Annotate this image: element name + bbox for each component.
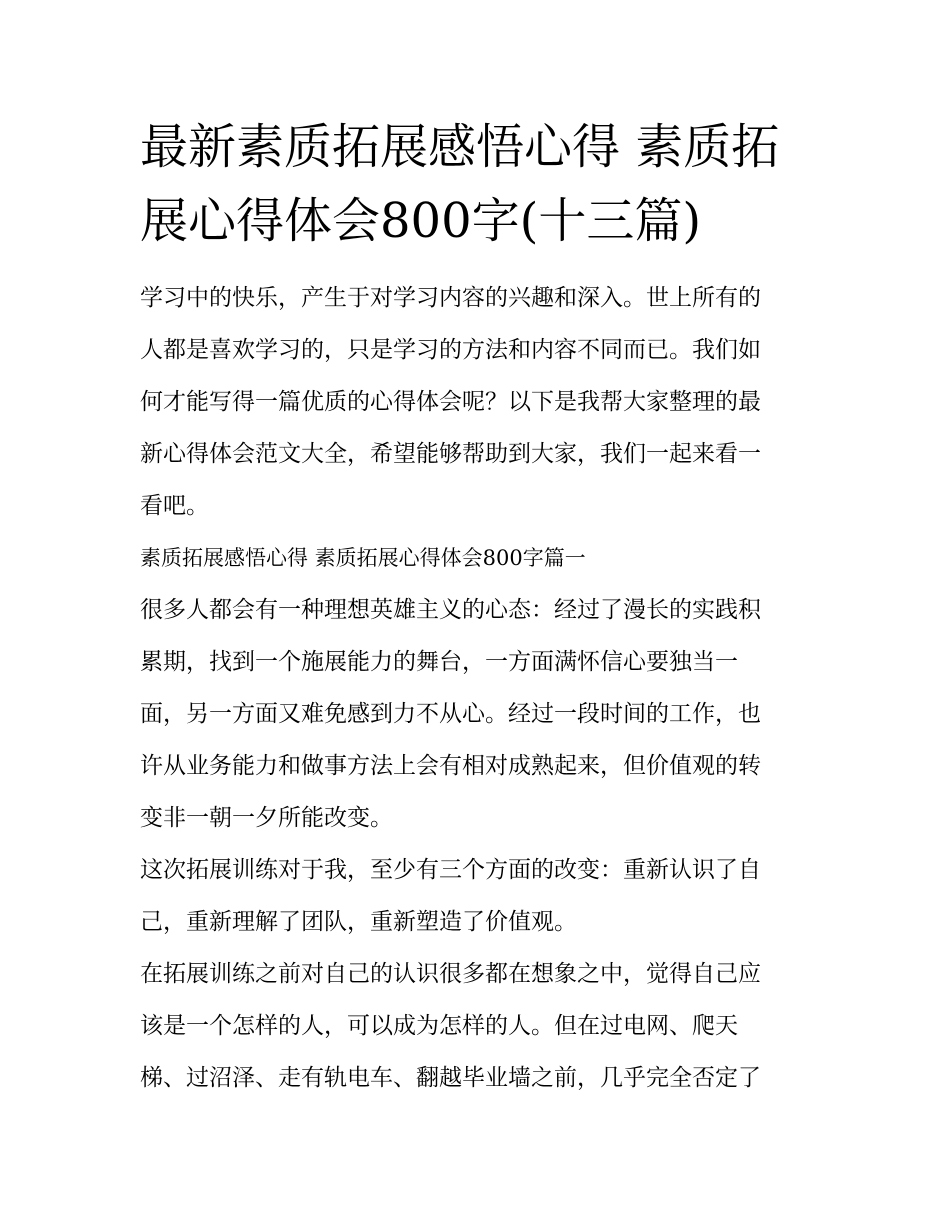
paragraph-2-line-2: 己，重新理解了团队，重新塑造了价值观。 bbox=[140, 909, 577, 935]
paragraph-1-line-5: 变非一朝一夕所能改变。 bbox=[140, 805, 393, 831]
paragraph-3-line-3: 梯、过沼泽、走有轨电车、翻越毕业墙之前，几乎完全否定了 bbox=[140, 1065, 761, 1091]
document-title bbox=[140, 110, 815, 258]
paragraph-3-line-2: 该是一个怎样的人，可以成为怎样的人。但在过电网、爬天 bbox=[140, 1013, 738, 1039]
paragraph-1-line-2: 累期，找到一个施展能力的舞台，一方面满怀信心要独当一 bbox=[140, 649, 738, 675]
title-line-2: 展心得体会800字(十三篇) bbox=[140, 193, 702, 249]
title-line-1: 最新素质拓展感悟心得 素质拓 bbox=[140, 119, 780, 175]
paragraph-1-line-1: 很多人都会有一种理想英雄主义的心态：经过了漫长的实践积 bbox=[140, 597, 761, 623]
intro-line-2: 人都是喜欢学习的，只是学习的方法和内容不同而已。我们如 bbox=[140, 337, 761, 363]
section-heading: 素质拓展感悟心得 素质拓展心得体会800字篇一 bbox=[140, 546, 586, 570]
paragraph-2-line-1: 这次拓展训练对于我，至少有三个方面的改变：重新认识了自 bbox=[140, 857, 761, 883]
paragraph-1-line-4: 许从业务能力和做事方法上会有相对成熟起来，但价值观的转 bbox=[140, 753, 761, 779]
document-body bbox=[140, 272, 815, 1104]
intro-line-4: 新心得体会范文大全，希望能够帮助到大家，我们一起来看一 bbox=[140, 441, 761, 467]
intro-line-5: 看吧。 bbox=[140, 493, 209, 519]
intro-line-3: 何才能写得一篇优质的心得体会呢？以下是我帮大家整理的最 bbox=[140, 389, 761, 415]
document-page bbox=[140, 110, 815, 1104]
paragraph-3-line-1: 在拓展训练之前对自己的认识很多都在想象之中，觉得自己应 bbox=[140, 961, 761, 987]
paragraph-1-line-3: 面，另一方面又难免感到力不从心。经过一段时间的工作，也 bbox=[140, 701, 761, 727]
intro-line-1: 学习中的快乐，产生于对学习内容的兴趣和深入。世上所有的 bbox=[140, 285, 761, 311]
